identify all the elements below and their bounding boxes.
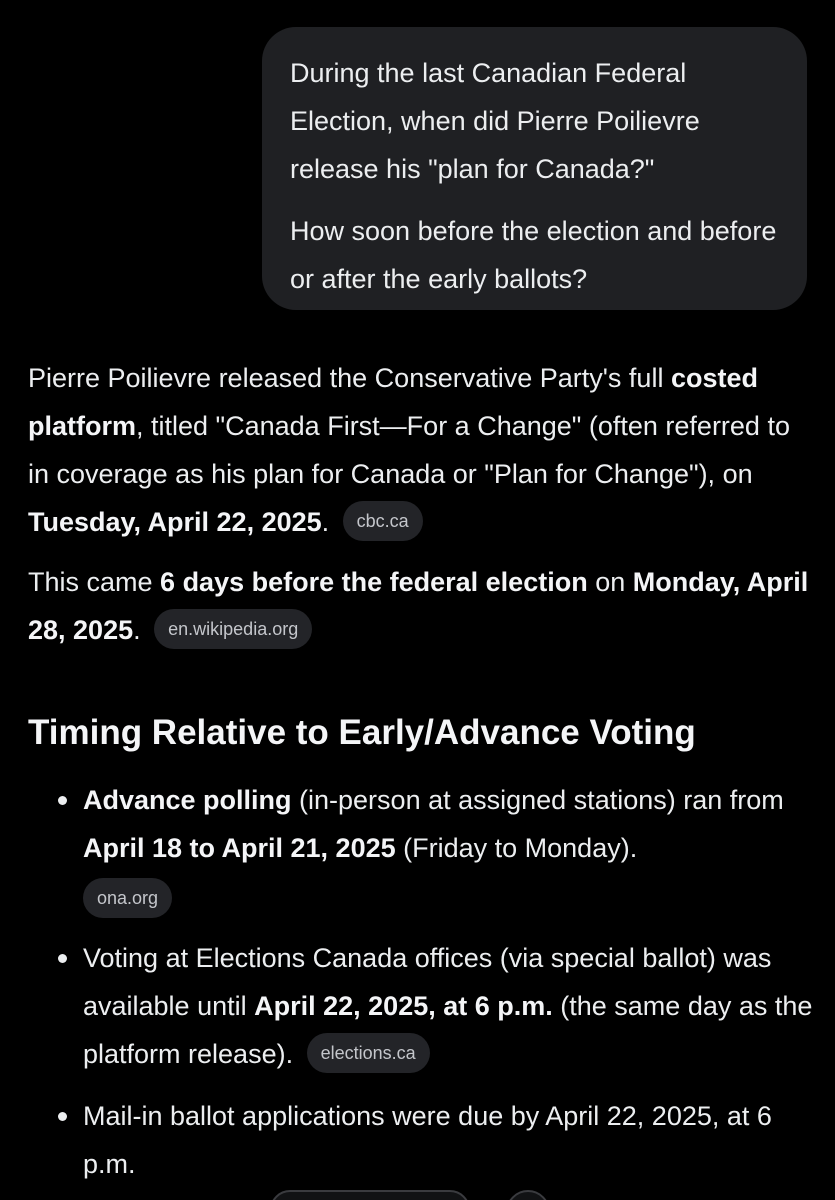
user-message-line: How soon before the election and before or after the early ballots? (290, 216, 777, 294)
bullet-dot (58, 1112, 67, 1121)
text: , titled "Canada First—For a Change" (often referred to in coverage as his plan for Canada or "Plan for Change"), on (28, 411, 790, 489)
text: Mail-in ballot applications were due by April 22, 2025, at 6 p.m. (83, 1101, 772, 1179)
bold-text: April 22, 2025, at 6 p.m. (254, 991, 553, 1021)
bullet-dot (58, 954, 67, 963)
text: Pierre Poilievre released the Conservative Party's full (28, 363, 671, 393)
bullet-list (28, 776, 818, 1188)
bold-text: Monday, April 28, 2025 (28, 567, 809, 645)
source-chip[interactable]: cbc.ca (343, 501, 423, 541)
text: (the same day as the platform release). (83, 991, 813, 1069)
user-message-bubble (262, 27, 807, 310)
assistant-answer (28, 354, 818, 1188)
text: (in-person at assigned stations) ran from (291, 785, 784, 815)
text: . (133, 615, 141, 645)
action-pill-button[interactable] (270, 1190, 470, 1200)
bullet-dot (58, 796, 67, 805)
text: . (321, 507, 330, 537)
bold-text: Tuesday, April 22, 2025 (28, 507, 322, 537)
bold-text: April 18 to April 21, 2025 (83, 833, 396, 863)
source-chip[interactable]: ona.org (83, 878, 172, 918)
section-heading: Timing Relative to Early/Advance Voting (28, 713, 696, 752)
bold-text: costed platform (28, 363, 758, 441)
source-chip[interactable]: en.wikipedia.org (154, 609, 312, 649)
answer-paragraph (28, 354, 818, 546)
list-item (28, 776, 818, 920)
answer-paragraph (28, 558, 818, 654)
text: Voting at Elections Canada offices (via special ballot) was available until (83, 943, 772, 1021)
text: on (587, 567, 633, 597)
text: (Friday to Monday). (395, 833, 638, 863)
list-item (28, 1092, 818, 1188)
text: This came (28, 567, 161, 597)
source-chip[interactable]: elections.ca (307, 1033, 430, 1073)
user-message-line: During the last Canadian Federal Election, when did Pierre Poilievre release his "plan for Canada?" (290, 58, 700, 184)
list-item (28, 934, 818, 1078)
bold-text: Advance polling (83, 785, 292, 815)
action-circle-button[interactable] (506, 1190, 550, 1200)
bold-text: 6 days before the federal election (160, 567, 588, 597)
